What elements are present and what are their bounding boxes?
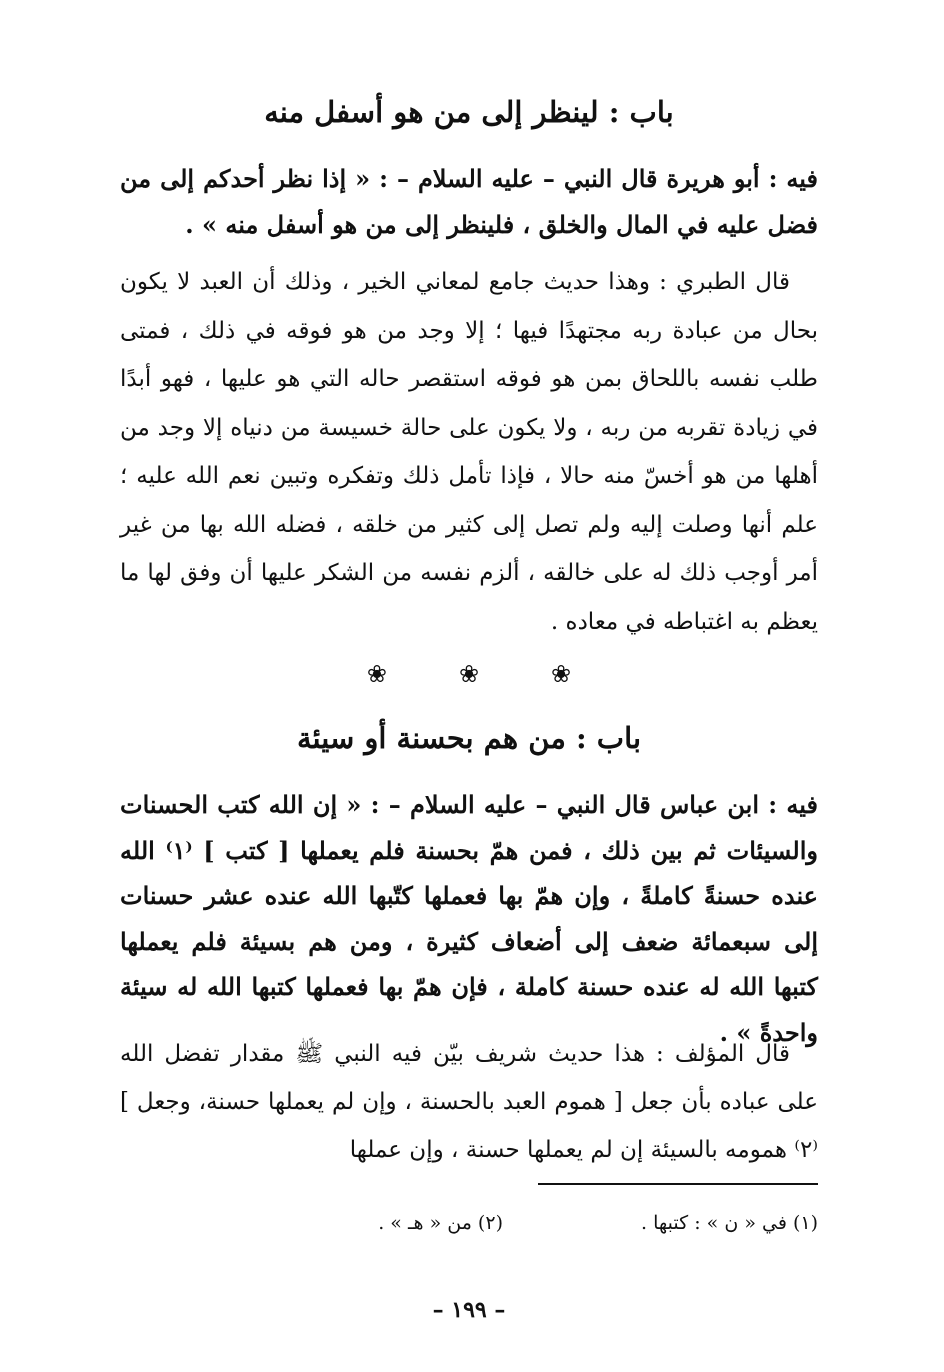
separator-star: ❀ <box>551 660 572 688</box>
commentary-body: قال المؤلف : هذا حديث شريف بيّن فيه النبي ﷺ مقدار تفضل الله على عباده بأن جعل [ هموم العبد بالحسنة ، وإن لم يعملها حسنة، وجعل ] ⁽٢⁾ همومه بالسيئة إن لم يعملها حسنة ، وإن عملها <box>120 1041 818 1163</box>
commentary-text <box>120 1030 818 1174</box>
book-page <box>120 0 818 1372</box>
section-separator <box>120 660 818 696</box>
footnotes <box>120 1203 818 1243</box>
chapter-heading: باب : لينظر إلى من هو أسفل منه <box>264 95 674 129</box>
separator-star: ❀ <box>366 660 387 688</box>
chapter-heading: باب : من هم بحسنة أو سيئة <box>296 721 642 755</box>
footnote-1: (١) في « ن » : كتبها . <box>641 1212 818 1234</box>
commentary-text <box>120 258 818 646</box>
hadith-text: فيه : ابن عباس قال النبي – عليه السلام – : « إن الله كتب الحسنات والسيئات ثم بين ذلك ، فمن همّ بحسنة فلم يعملها [ كتب ] ⁽١⁾ الله عنده حسنةً كاملةً ، وإن همّ بها فعملها كتّبها الله عنده عشر حسنات إلى سبعمائة ضعف إلى أضعاف كثيرة ، ومن هم بسيئة فلم يعملها كتبها الله له عنده حسنة كاملة ، فإن همّ بها فعملها كتبها الله له سيئة واحدةً » . <box>120 790 818 1047</box>
hadith-text: فيه : أبو هريرة قال النبي – عليه السلام – : « إذا نظر أحدكم إلى من فضل عليه في المال والخلق ، فلينظر إلى من هو أسفل منه » . <box>120 164 818 239</box>
footnote-rule <box>538 1183 818 1185</box>
separator-star: ❀ <box>458 660 480 688</box>
commentary-body: قال الطبري : وهذا حديث جامع لمعاني الخير ، وذلك أن العبد لا يكون بحال من عبادة ربه مجتهدًا فيها ؛ إلا وجد من هو فوقه في ذلك ، فمتى طلب نفسه باللحاق بمن هو فوقه استقصر حاله التي هو عليها ، فهو أبدًا في زيادة تقربه من ربه ، ولا يكون على حالة خسيسة من دنياه إلا وجد من أهلها من هو أخسّ منه حالا ، فإذا تأمل ذلك وتفكره وتبين نعم الله عليه ؛ علم أنها وصلت إليه ولم تصل إلى كثير من خلقه ، فضله الله بها من غير أمر أوجب ذلك له على خالقه ، ألزم نفسه من الشكر عليها أن وفق لها ما يعظم به اغتباطه في معاده . <box>120 269 818 635</box>
footnote-2: (٢) من « هـ » . <box>378 1212 503 1234</box>
page-number: – ١٩٩ – <box>432 1297 506 1323</box>
